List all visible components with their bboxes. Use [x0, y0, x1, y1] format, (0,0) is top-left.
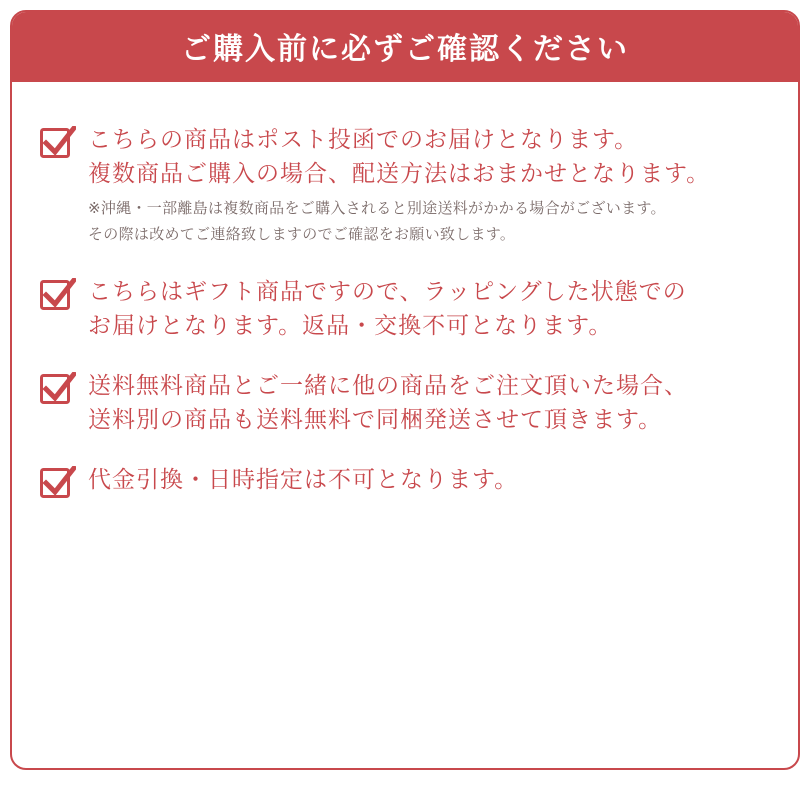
list-item-text [88, 274, 770, 342]
list-item-line: 送料無料商品とご一緒に他の商品をご注文頂いた場合、 [88, 372, 688, 398]
list-item [40, 462, 770, 500]
list-item-text [88, 368, 770, 436]
list-item-line: 送料別の商品も送料無料で同梱発送させて頂きます。 [88, 406, 663, 432]
list-item-subline: その際は改めてご連絡致しますのでご確認をお願い致します。 [88, 226, 516, 243]
list-item-line: こちらの商品はポスト投函でのお届けとなります。 [88, 126, 639, 152]
notice-header [10, 10, 800, 82]
list-item-subtext [88, 196, 770, 248]
check-mark-icon [40, 278, 76, 312]
list-item [40, 122, 770, 248]
check-mark-icon [40, 126, 76, 160]
list-item-subline: ※沖縄・一部離島は複数商品をご購入されると別途送料がかかる場合がございます。 [88, 200, 666, 217]
list-item-line: お届けとなります。返品・交換不可となります。 [88, 312, 613, 338]
notice-list [12, 84, 798, 526]
list-item [40, 274, 770, 342]
list-item-text [88, 122, 770, 248]
page-title: ご購入前に必ずご確認ください [181, 33, 629, 66]
check-mark-icon [40, 466, 76, 500]
check-mark-icon [40, 372, 76, 406]
list-item-line: こちらはギフト商品ですので、ラッピングした状態での [88, 278, 687, 304]
list-item-text [88, 462, 770, 496]
notice-card [10, 10, 800, 770]
list-item-line: 複数商品ご購入の場合、配送方法はおまかせとなります。 [88, 160, 711, 186]
list-item [40, 368, 770, 436]
list-item-line: 代金引換・日時指定は不可となります。 [88, 466, 519, 492]
